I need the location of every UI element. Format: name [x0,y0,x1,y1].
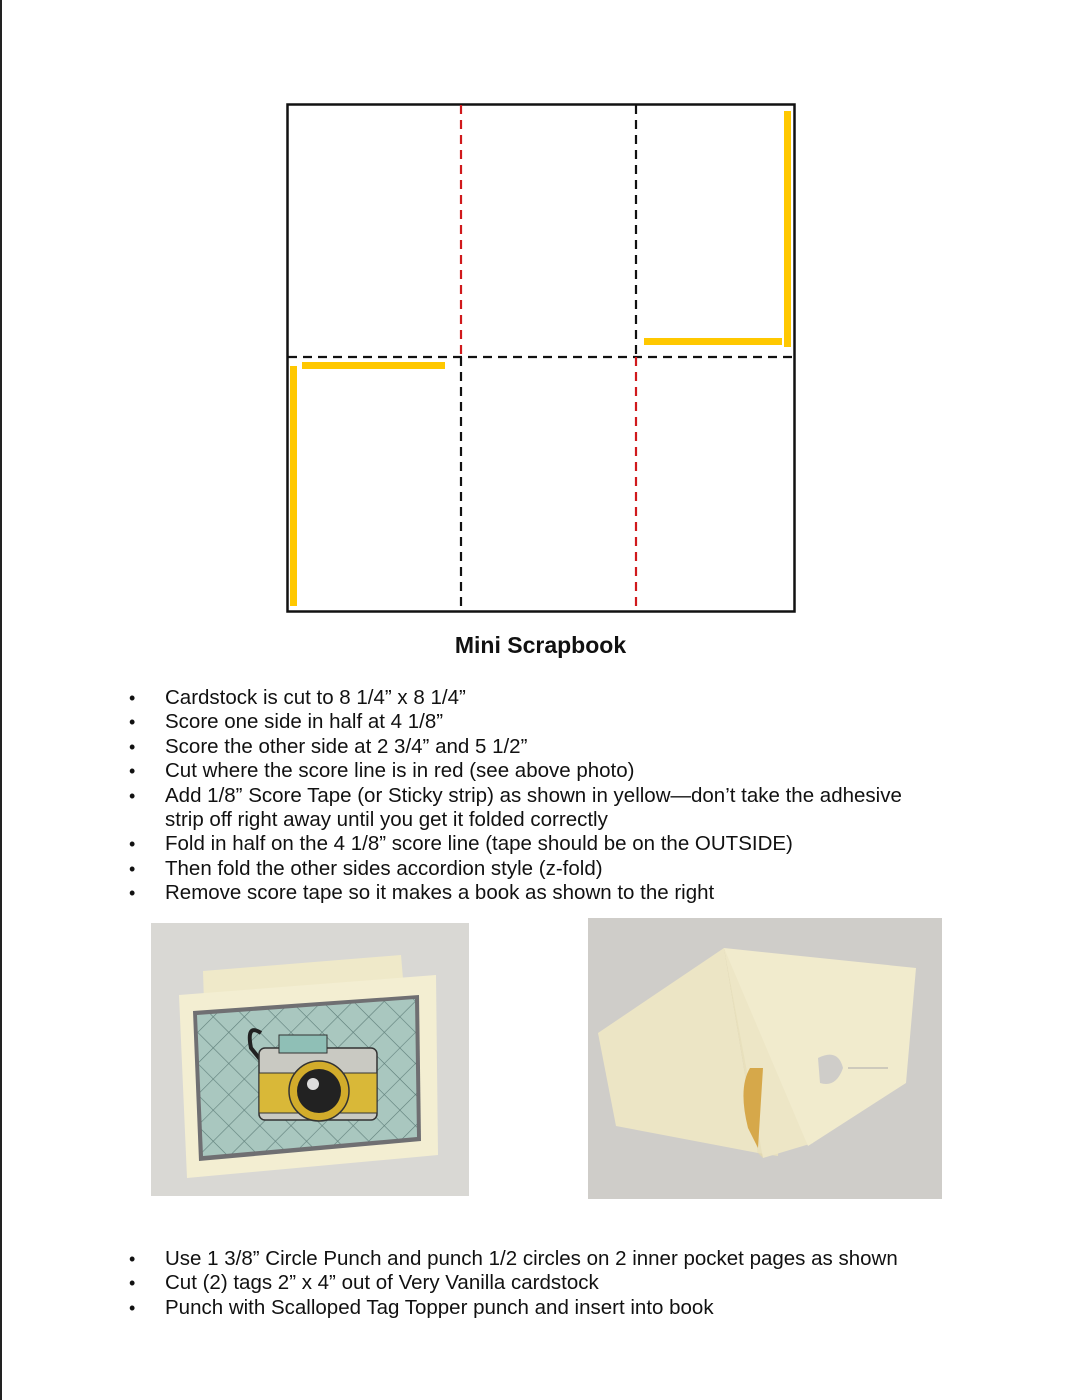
page-title: Mini Scrapbook [454,632,627,658]
camera-card-photo [151,923,469,1196]
instruction-step: • Use 1 3/8” Circle Punch and punch 1/2 circles on 2 inner pocket pages as shown [125,1247,945,1271]
instruction-step: • Cut (2) tags 2” x 4” out of Very Vanilla cardstock [125,1271,945,1295]
tape-strip-left-horizontal [302,362,445,369]
instruction-step: • Remove score tape so it makes a book as shown to the right [125,881,945,905]
instruction-step: • Punch with Scalloped Tag Topper punch and insert into book [125,1296,945,1320]
instructions-list-bottom [125,1247,945,1320]
instruction-step: • Cut where the score line is in red (see above photo) [125,759,945,783]
fold-diagram [286,103,796,613]
instruction-step: • Then fold the other sides accordion style (z-fold) [125,857,945,881]
instruction-step: • Cardstock is cut to 8 1/4” x 8 1/4” [125,686,945,710]
instruction-step: • Fold in half on the 4 1/8” score line (tape should be on the OUTSIDE) [125,832,945,856]
page-left-rule [0,0,2,1400]
instruction-step: • Score one side in half at 4 1/8” [125,710,945,734]
open-accordion-book-photo [588,918,942,1199]
tape-strip-right-horizontal [644,338,782,345]
tape-strip-right-vertical [784,111,791,347]
instructions-list-top [125,686,945,906]
tape-strip-left-vertical [290,366,297,606]
instruction-step: • Score the other side at 2 3/4” and 5 1/2” [125,735,945,759]
instruction-step: • Add 1/8” Score Tape (or Sticky strip) as shown in yellow—don’t take the adhesive strip off right away until you get it folded correctly [125,784,945,833]
